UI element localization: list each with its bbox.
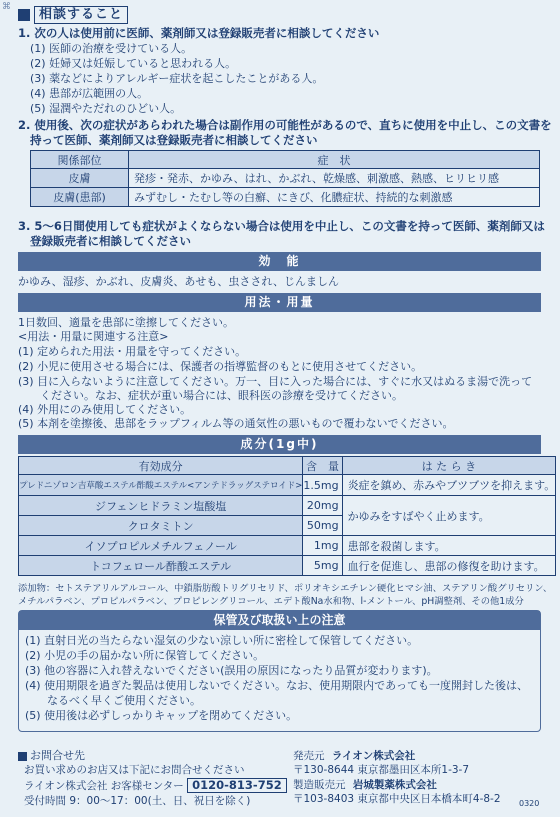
maker-name: 岩城製薬株式会社: [352, 779, 437, 791]
consult-sub-5: (5) 湿潤やただれのひどい人。: [30, 102, 182, 115]
ingredient-name: イソプロピルメチルフェノール: [19, 536, 303, 556]
storage-line: (1) 直射日光の当たらない湿気の少ない涼しい所に密栓して保管してください。: [25, 634, 419, 647]
ingredient-amount: 50mg: [303, 516, 342, 536]
usage-note: (5) 本剤を塗擦後、患部をラップフィルム等の通気性の悪いもので覆わないでください。: [18, 417, 454, 430]
seller-address: 〒130-8644 東京都墨田区本所1-3-7: [293, 764, 470, 776]
table-row: [31, 169, 540, 188]
table-header-row: [19, 457, 556, 475]
seller-line: [293, 750, 415, 763]
ingredient-amount: 5mg: [303, 556, 342, 576]
square-bullet-icon: [18, 752, 27, 761]
table-row: [31, 188, 540, 207]
table-row: [19, 475, 556, 496]
inquiry-line: お買い求めのお店又は下記にお問合せください: [24, 764, 245, 776]
table-row: [19, 496, 556, 516]
ingredient-name: ジフェンヒドラミン塩酸塩: [19, 496, 303, 516]
usage-line-1: 1日数回、適量を患部に塗擦してください。: [18, 316, 234, 329]
additives-line-1: 添加物：セトステアリルアルコール、中鎖脂肪酸トリグリセリド、ポリオキシエチレン硬化ヒマシ油、ステアリン酸グリセリン、: [18, 583, 553, 594]
symptom-cell: みずむし・たむし等の白癬、にきび、化膿症状、持続的な刺激感: [129, 188, 540, 207]
ingredient-action: 患部を殺菌します。: [342, 536, 556, 556]
usage-note: (2) 小児に使用させる場合には、保護者の指導監督のもとに使用させてください。: [18, 360, 423, 373]
consult-sub-1: (1) 医師の治療を受けている人。: [30, 42, 193, 55]
usage-note: (3) 目に入らないように注意してください。万一、目に入った場合には、すぐに水又はぬるま湯で洗って: [18, 375, 533, 388]
header-ingredient: 有効成分: [19, 457, 303, 475]
ingredient-action: 血行を促進し、患部の修復を助けます。: [342, 556, 556, 576]
consult-item-1: 1. 次の人は使用前に医師、薬剤師又は登録販売者に相談してください: [18, 26, 380, 40]
inquiry-title: お問合せ先: [30, 749, 85, 762]
consult-title: 相談すること: [34, 6, 128, 24]
consult-item-2-line-1: 2. 使用後、次の症状があらわれた場合は副作用の可能性があるので、直ちに使用を中止し、この文書を: [18, 118, 552, 132]
header-amount: 含 量: [303, 457, 342, 475]
ingredient-amount: 1mg: [303, 536, 342, 556]
ingredient-amount: 1.5mg: [303, 475, 342, 496]
storage-title: 保管及び取扱い上の注意: [19, 611, 540, 630]
part-cell: 皮膚: [31, 169, 129, 188]
table-header-row: [31, 151, 540, 169]
center-line: [24, 778, 287, 793]
consult-item-3-line-1: 3. 5～6日間使用しても症状がよくならない場合は使用を中止し、この文書を持って医師、薬剤師又は: [18, 219, 545, 233]
usage-title: 用法・用量: [18, 293, 541, 312]
consult-heading: [18, 6, 128, 24]
part-cell: 皮膚(患部): [31, 188, 129, 207]
maker-label: 製造販売元: [293, 779, 346, 791]
efficacy-text: かゆみ、湿疹、かぶれ、皮膚炎、あせも、虫さされ、じんましん: [18, 275, 339, 288]
ingredient-name: トコフェロール酢酸エステル: [19, 556, 303, 576]
usage-note: ください。なお、症状が重い場合には、眼科医の診療を受けてください。: [18, 389, 403, 402]
header-symptom: 症 状: [129, 151, 540, 169]
storage-line: (2) 小児の手の届かない所に保管してください。: [25, 649, 265, 662]
storage-line: (3) 他の容器に入れ替えないでください(誤用の原因になったり品質が変わります)。: [25, 664, 438, 677]
storage-line: なるべく早くご使用ください。: [25, 694, 201, 707]
additives-line-2: メチルパラベン、プロピルパラベン、プロピレングリコール、エデト酸Na水和物、l-メントール、pH調整剤、その他1成分: [18, 596, 524, 607]
ingredients-table: [18, 456, 556, 576]
usage-line-2: <用法・用量に関連する注意>: [18, 330, 169, 343]
phone-number: 0120-813-752: [187, 778, 287, 793]
ingredient-name: クロタミトン: [19, 516, 303, 536]
center-label: ライオン株式会社 お客様センター: [24, 780, 184, 792]
document-code: 0320: [519, 799, 540, 808]
header-action: は た ら き: [342, 457, 556, 475]
maker-address: 〒103-8403 東京都中央区日本橋本町4-8-2: [293, 793, 501, 805]
maker-line: [293, 779, 437, 792]
seller-label: 発売元: [293, 750, 325, 762]
inquiry-heading: [18, 749, 85, 763]
ingredient-action: かゆみをすばやく止めます。: [342, 496, 556, 536]
symptom-cell: 発疹・発赤、かゆみ、はれ、かぶれ、乾燥感、刺激感、熱感、ヒリヒリ感: [129, 169, 540, 188]
storage-box: [18, 610, 541, 732]
seller-name: ライオン株式会社: [331, 750, 416, 762]
consult-item-2-line-2: 持って医師、薬剤師又は登録販売者に相談してください: [30, 133, 318, 147]
ingredient-action: 炎症を鎮め、赤みやブツブツを抑えます。: [342, 475, 556, 496]
consult-sub-4: (4) 患部が広範囲の人。: [30, 87, 149, 100]
ingredient-amount: 20mg: [303, 496, 342, 516]
square-bullet-icon: [18, 9, 30, 21]
usage-note: (1) 定められた用法・用量を守ってください。: [18, 345, 247, 358]
usage-note: (4) 外用にのみ使用してください。: [18, 403, 192, 416]
service-hours: 受付時間 9：00～17：00(土、日、祝日を除く): [24, 795, 251, 807]
table-row: [19, 556, 556, 576]
header-part: 関係部位: [31, 151, 129, 169]
consult-sub-2: (2) 妊婦又は妊娠していると思われる人。: [30, 57, 237, 70]
efficacy-title: 効 能: [18, 252, 541, 271]
table-row: [19, 536, 556, 556]
ingredient-name: プレドニゾロン吉草酸エステル酢酸エステル<アンテドラッグステロイド>: [19, 475, 303, 496]
consult-sub-3: (3) 薬などによりアレルギー症状を起こしたことがある人。: [30, 72, 324, 85]
storage-line: (4) 使用期限を過ぎた製品は使用しないでください。なお、使用期限内であっても一度開封した後は、: [25, 679, 528, 692]
corner-mark-icon: ⌘: [2, 2, 11, 12]
ingredients-title: 成分(1g中): [18, 435, 541, 454]
side-effect-table: [30, 150, 540, 207]
consult-item-3-line-2: 登録販売者に相談してください: [30, 234, 191, 248]
storage-line: (5) 使用後は必ずしっかりキャップを閉めてください。: [25, 709, 298, 722]
